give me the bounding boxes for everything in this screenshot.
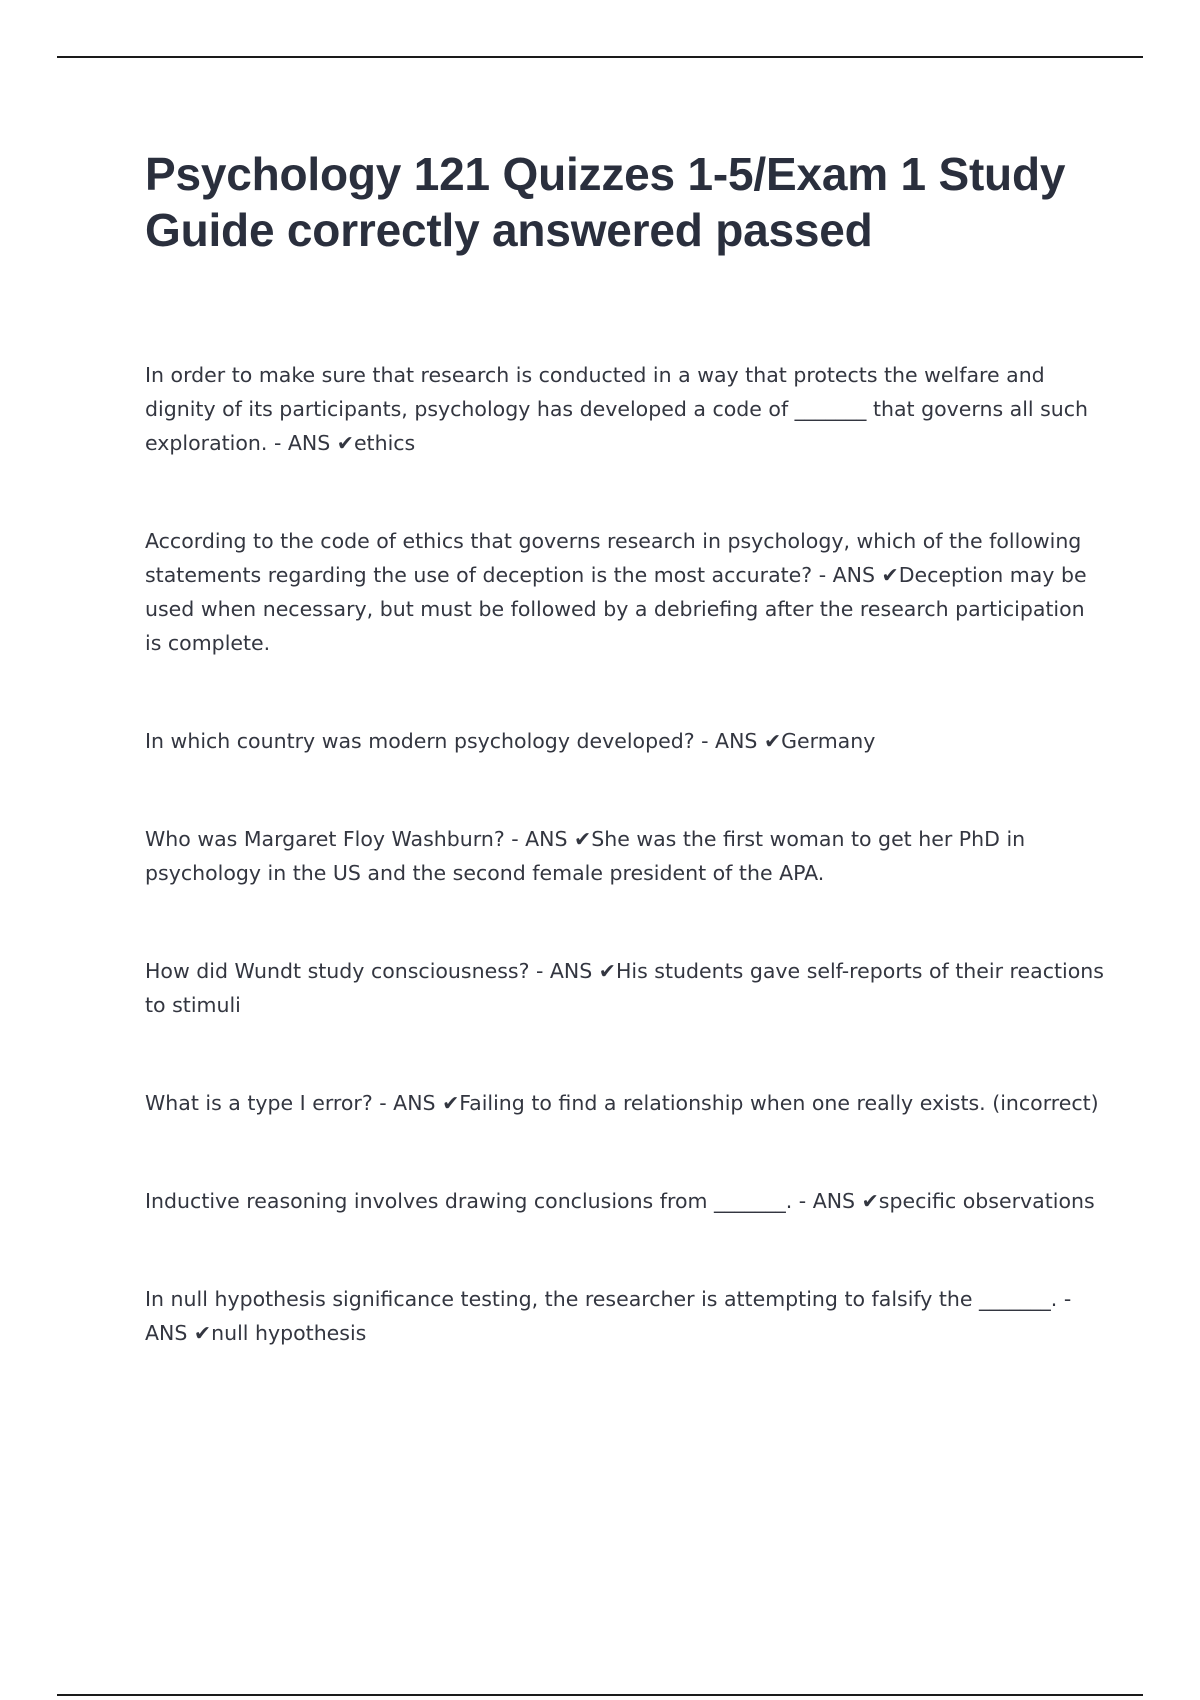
answer-text: ethics: [353, 431, 416, 455]
bottom-rule: [57, 1694, 1143, 1696]
answer-text: She was the first woman to get her PhD in psychology in the US and the second female president of the APA.: [145, 827, 1026, 885]
answer-marker: - ANS ✔: [379, 1091, 460, 1115]
answer-marker: - ANS ✔: [701, 729, 782, 753]
question-text: Who was Margaret Floy Washburn?: [145, 827, 505, 851]
answer-marker: - ANS ✔: [818, 563, 899, 587]
qa-item-5: [145, 954, 1105, 1022]
question-text: According to the code of ethics that governs research in psychology, which of the following statements regarding the use of deception is the most accurate?: [145, 529, 1082, 587]
qa-item-7: [145, 1184, 1105, 1218]
answer-text: Deception may be used when necessary, but must be followed by a debriefing after the research participation is complete.: [145, 563, 1087, 655]
answer-marker: - ANS ✔: [511, 827, 592, 851]
question-text: In order to make sure that research is conducted in a way that protects the welfare and dignity of its participants, psychology has developed a code of _______ that governs all such exploration.: [145, 363, 1089, 455]
answer-text: His students gave self-reports of their reactions to stimuli: [145, 959, 1104, 1017]
question-text: How did Wundt study consciousness?: [145, 959, 530, 983]
qa-item-1: [145, 358, 1105, 460]
answer-marker: - ANS ✔: [273, 431, 354, 455]
document-body: [145, 146, 1105, 1350]
document-title: Psychology 121 Quizzes 1-5/Exam 1 Study Guide correctly answered passed: [145, 148, 1066, 256]
top-rule: [57, 56, 1143, 58]
answer-marker: - ANS ✔: [536, 959, 616, 983]
qa-item-6: [145, 1086, 1105, 1120]
answer-marker: - ANS ✔: [145, 1287, 1072, 1345]
answer-text: Germany: [781, 729, 876, 753]
answer-text: Failing to find a relationship when one really exists. (incorrect): [459, 1091, 1099, 1115]
qa-item-2: [145, 524, 1105, 660]
question-text: In which country was modern psychology developed?: [145, 729, 695, 753]
question-text: What is a type I error?: [145, 1091, 373, 1115]
answer-marker: - ANS ✔: [798, 1189, 879, 1213]
qa-item-4: [145, 822, 1105, 890]
question-text: In null hypothesis significance testing, the researcher is attempting to falsify the _______.: [145, 1287, 1058, 1311]
question-text: Inductive reasoning involves drawing conclusions from _______.: [145, 1189, 793, 1213]
qa-item-8: [145, 1282, 1105, 1350]
qa-list: [145, 358, 1105, 1350]
answer-text: null hypothesis: [211, 1321, 367, 1345]
qa-item-3: [145, 724, 1105, 758]
answer-text: specific observations: [878, 1189, 1095, 1213]
